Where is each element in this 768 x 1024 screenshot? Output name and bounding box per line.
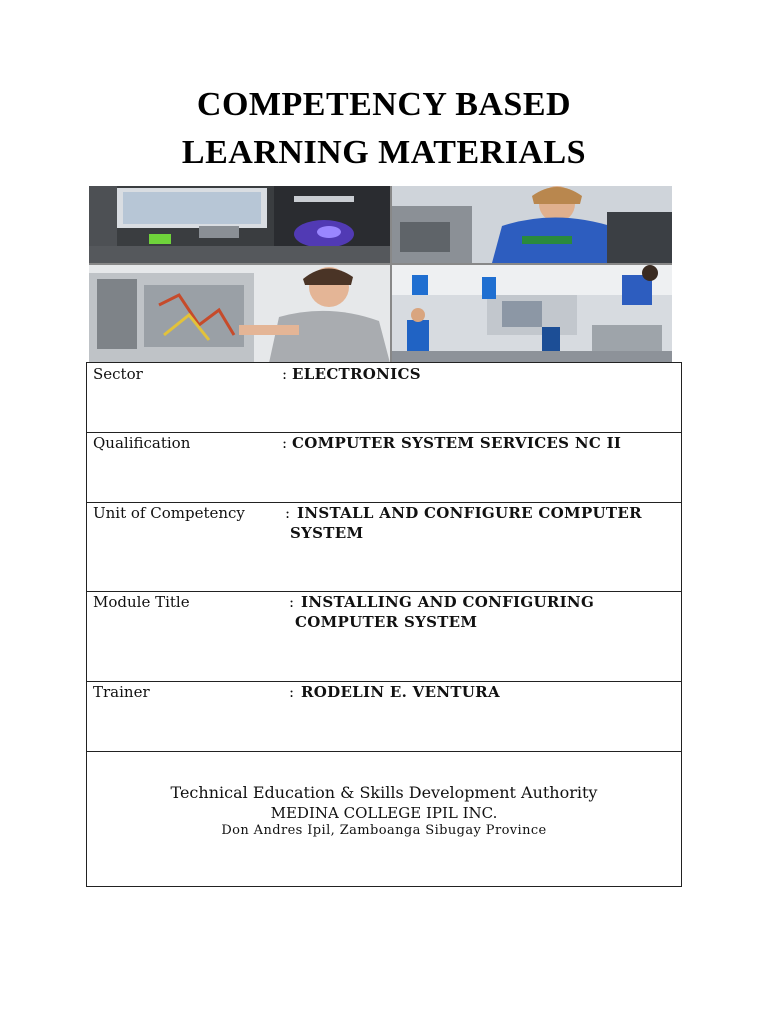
institution-authority: Technical Education & Skills Development Authority	[170, 783, 598, 802]
module-title-colon: :	[289, 593, 295, 611]
qualification-row	[87, 433, 681, 503]
page-title-line-1: COMPETENCY BASED	[196, 86, 572, 123]
trainer-colon: :	[289, 683, 295, 701]
sector-label: Sector	[93, 365, 143, 383]
institution-address: Don Andres Ipil, Zamboanga Sibugay Province	[221, 823, 547, 838]
trainer-row	[87, 682, 681, 752]
trainer-value: RODELIN E. VENTURA	[301, 683, 500, 701]
page-title-line-2: LEARNING MATERIALS	[181, 134, 587, 171]
qualification-label: Qualification	[93, 434, 191, 452]
module-info-table	[86, 362, 682, 887]
institution-name: MEDINA COLLEGE IPIL INC.	[270, 804, 498, 822]
sector-row	[87, 363, 681, 433]
photo-technician-assembling-pc	[392, 186, 672, 263]
module-title-row	[87, 592, 681, 682]
photo-training-workshop	[392, 265, 672, 363]
unit-of-competency-label: Unit of Competency	[93, 504, 245, 522]
module-title-value-line-1: INSTALLING AND CONFIGURING	[301, 593, 595, 611]
sector-value: ELECTRONICS	[292, 365, 421, 383]
unit-of-competency-row	[87, 503, 681, 592]
module-title-value-line-2: COMPUTER SYSTEM	[295, 613, 478, 631]
cover-photo-collage	[89, 186, 672, 363]
sector-colon: :	[282, 365, 288, 383]
qualification-value: COMPUTER SYSTEM SERVICES NC II	[292, 434, 622, 452]
unit-of-competency-value-line-1: INSTALL AND CONFIGURE COMPUTER	[297, 504, 642, 522]
unit-of-competency-value-line-2: SYSTEM	[290, 524, 364, 542]
unit-of-competency-colon: :	[285, 504, 291, 522]
qualification-colon: :	[282, 434, 288, 452]
trainer-label: Trainer	[93, 683, 150, 701]
module-title-label: Module Title	[93, 593, 190, 611]
photo-student-computer-repair	[89, 265, 390, 363]
photo-electronics-bench	[89, 186, 390, 263]
